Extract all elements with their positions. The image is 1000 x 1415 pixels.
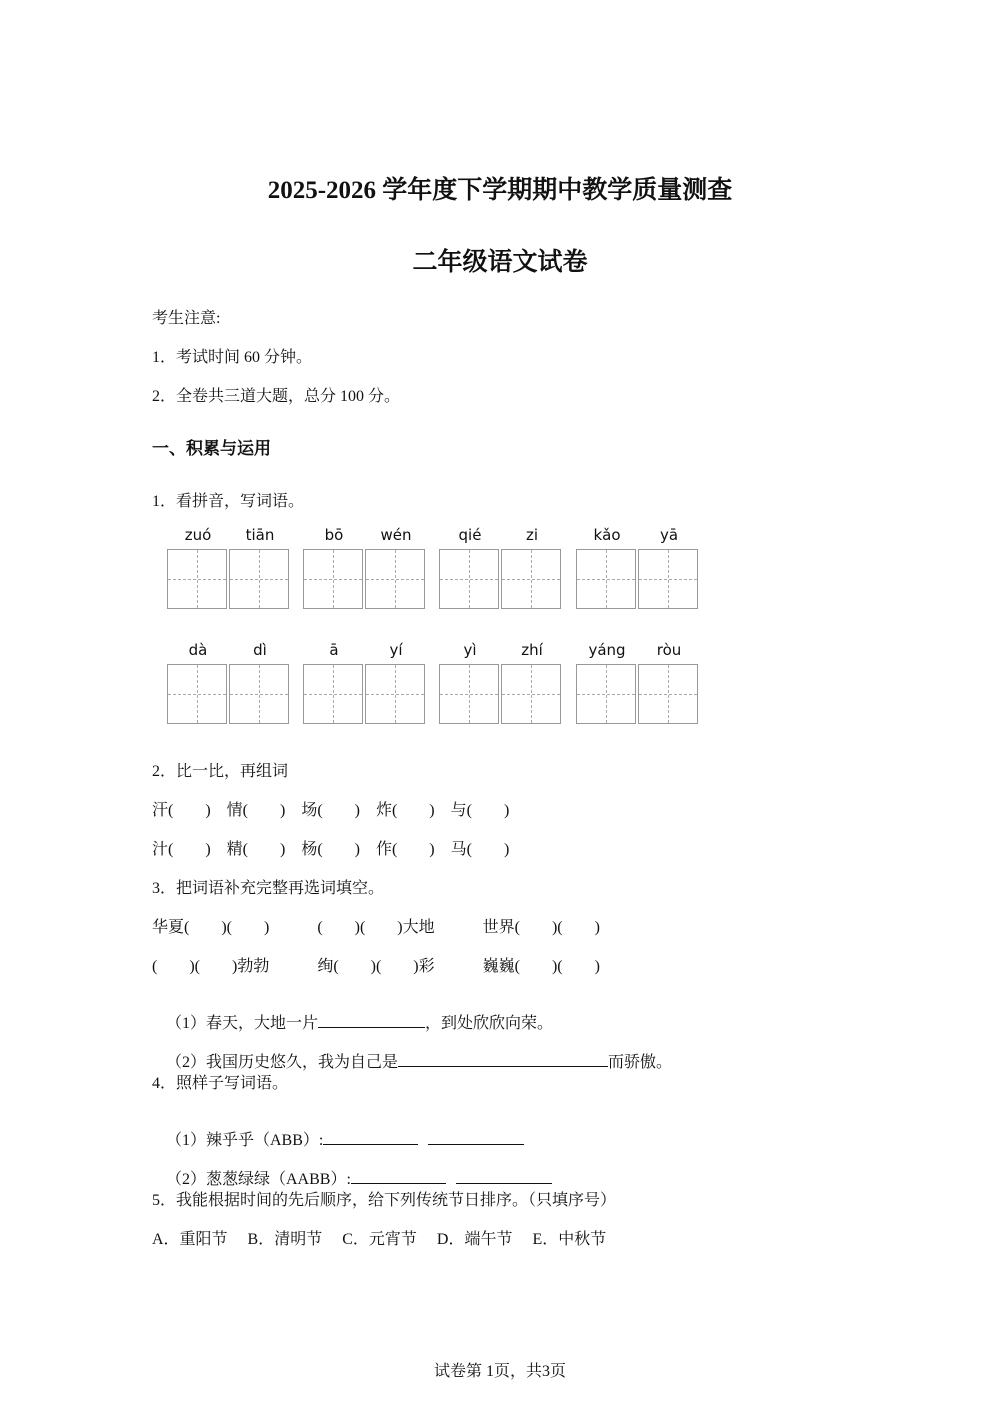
pinyin-label: qié xyxy=(458,526,482,544)
sub-question-text: （2）葱葱绿绿（AABB）: xyxy=(166,1171,351,1188)
pinyin-label: dà xyxy=(188,641,208,659)
question-1-prompt: 1．看拼音，写词语。 xyxy=(152,493,305,510)
question-2-line-1: 汗( ) 情( ) 场( ) 炸( ) 与( ) xyxy=(152,802,510,819)
page-footer: 试卷第 1页，共3页 xyxy=(433,1363,566,1380)
character-box[interactable] xyxy=(576,549,636,609)
question-3-line-1: 华夏( )( ) ( )( )大地 世界( )( ) xyxy=(152,919,600,936)
pinyin-label: wén xyxy=(380,526,412,544)
question-4-prompt: 4．照样子写词语。 xyxy=(152,1075,289,1092)
character-box[interactable] xyxy=(638,549,698,609)
pinyin-label: tiān xyxy=(245,526,275,544)
answer-blank[interactable] xyxy=(428,1130,524,1145)
pinyin-label: zuó xyxy=(184,526,212,544)
sub-question-text: （1）辣乎乎（ABB）: xyxy=(166,1132,324,1149)
pinyin-label: yā xyxy=(659,526,679,544)
answer-blank[interactable] xyxy=(398,1052,608,1067)
question-4-sub-1 xyxy=(158,1109,524,1150)
sub-question-text: （1）春天，大地一片 xyxy=(166,1015,319,1032)
pinyin-label: kǎo xyxy=(593,526,621,544)
pinyin-label: ròu xyxy=(656,641,682,659)
character-box[interactable] xyxy=(303,664,363,724)
character-box[interactable] xyxy=(638,664,698,724)
character-box[interactable] xyxy=(229,549,289,609)
sub-question-text: （2）我国历史悠久，我为自己是 xyxy=(166,1054,399,1071)
character-box[interactable] xyxy=(439,549,499,609)
character-box[interactable] xyxy=(576,664,636,724)
pinyin-label: yí xyxy=(389,641,403,659)
question-3-sub-2 xyxy=(158,1031,672,1072)
character-box[interactable] xyxy=(365,664,425,724)
answer-blank[interactable] xyxy=(318,1013,425,1028)
section-heading: 一、积累与运用 xyxy=(152,439,271,458)
answer-blank[interactable] xyxy=(323,1130,418,1145)
pinyin-label: ā xyxy=(329,641,339,659)
question-5-prompt: 5．我能根据时间的先后顺序，给下列传统节日排序。（只填序号） xyxy=(152,1192,617,1209)
pinyin-label: zhí xyxy=(521,641,543,659)
question-4-sub-2 xyxy=(158,1148,552,1189)
pinyin-label: yì xyxy=(463,641,477,659)
pinyin-label: yáng xyxy=(588,641,626,659)
question-5-options: A．重阳节 B．清明节 C．元宵节 D．端午节 E．中秋节 xyxy=(152,1231,607,1248)
question-2-line-2: 汁( ) 精( ) 杨( ) 作( ) 马( ) xyxy=(152,841,510,858)
notice-item-2: 2．全卷共三道大题，总分 100 分。 xyxy=(152,388,401,405)
exam-title: 2025-2026 学年度下学期期中教学质量测查 xyxy=(267,177,733,204)
pinyin-label: bō xyxy=(324,526,344,544)
pinyin-label: dì xyxy=(253,641,267,659)
character-box[interactable] xyxy=(167,664,227,724)
question-2-prompt: 2．比一比，再组词 xyxy=(152,763,289,780)
notice-heading: 考生注意: xyxy=(152,310,221,327)
sub-question-text: 而骄傲。 xyxy=(608,1054,673,1071)
answer-blank[interactable] xyxy=(456,1169,552,1184)
character-box[interactable] xyxy=(365,549,425,609)
character-box[interactable] xyxy=(303,549,363,609)
question-3-prompt: 3．把词语补充完整再选词填空。 xyxy=(152,880,385,897)
character-box[interactable] xyxy=(167,549,227,609)
character-box[interactable] xyxy=(439,664,499,724)
notice-item-1: 1．考试时间 60 分钟。 xyxy=(152,349,313,366)
exam-subtitle: 二年级语文试卷 xyxy=(412,249,588,276)
question-3-line-2: ( )( )勃勃 绚( )( )彩 巍巍( )( ) xyxy=(152,958,600,975)
character-box[interactable] xyxy=(501,549,561,609)
sub-question-text: ，到处欣欣向荣。 xyxy=(425,1015,554,1032)
pinyin-label: zi xyxy=(525,526,539,544)
answer-blank[interactable] xyxy=(351,1169,446,1184)
character-box[interactable] xyxy=(501,664,561,724)
character-box[interactable] xyxy=(229,664,289,724)
question-3-sub-1 xyxy=(158,992,553,1033)
